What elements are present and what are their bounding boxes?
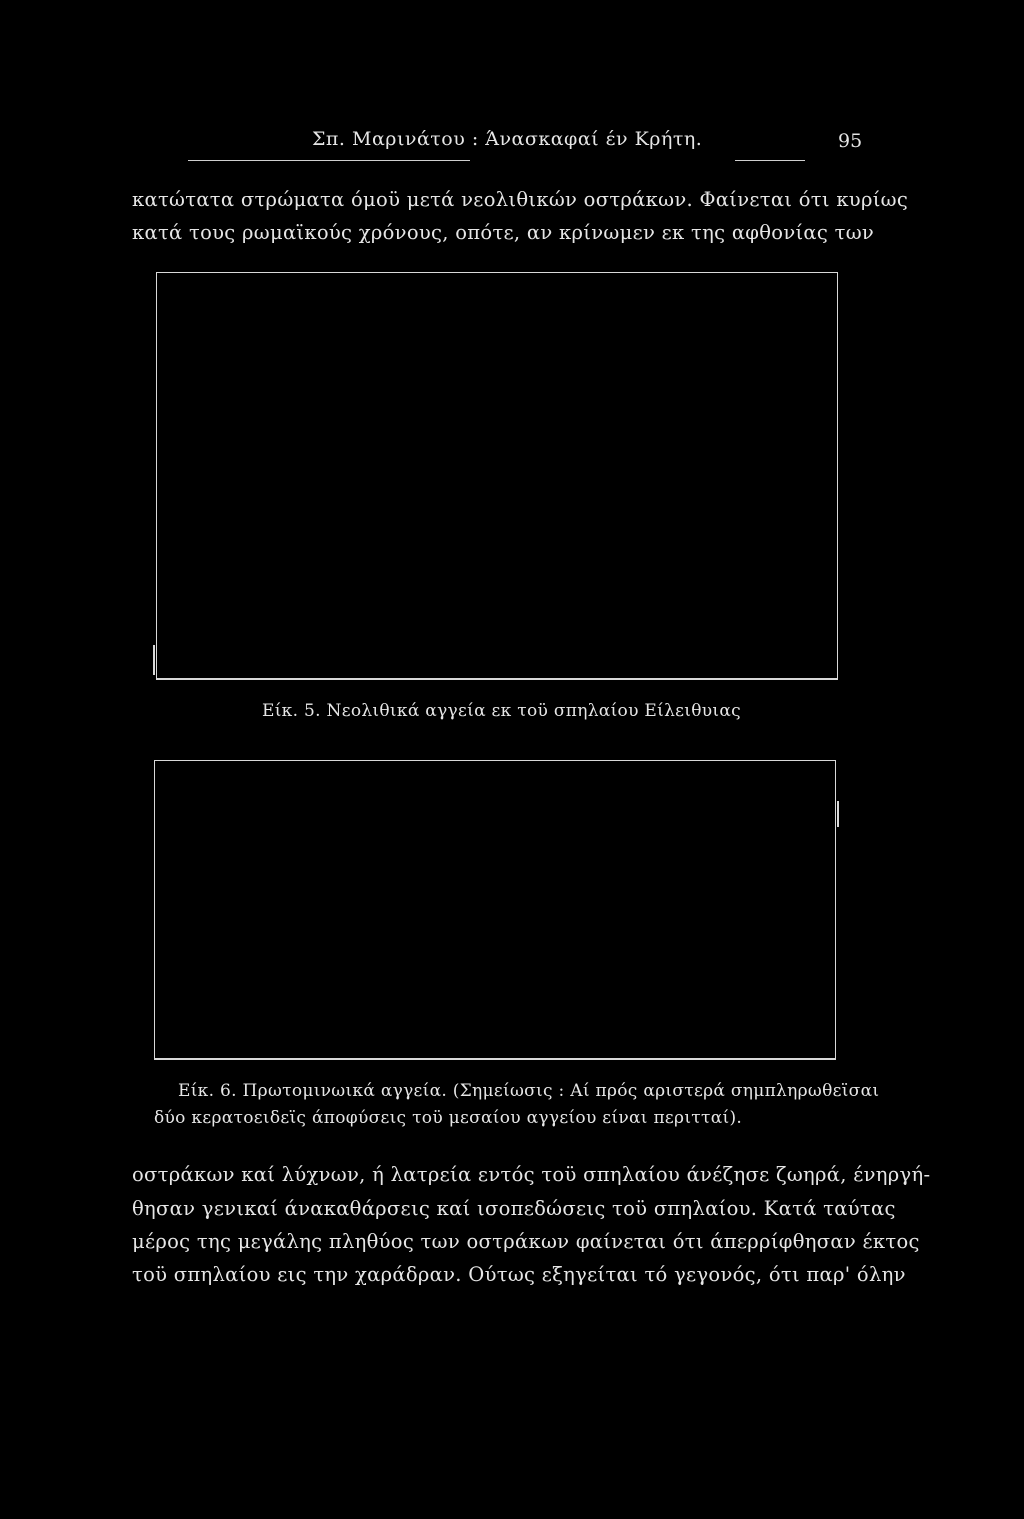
header-rule-right xyxy=(735,160,805,161)
figure-6-caption-line-2: δύο κερατοειδεϊς άποφύσεις τοϋ μεσαίου αγγείου είναι περιτταί). xyxy=(154,1108,743,1128)
figure-6-image xyxy=(154,760,836,1060)
paragraph-line: θησαν γενικαί άνακαθάρσεις καί ισοπεδώσεις τοϋ σπηλαίου. Κατά ταύτας xyxy=(132,1197,896,1220)
paragraph-line: μέρος της μεγάλης πληθύος των οστράκων φαίνεται ότι άπερρίφθησαν έκτος xyxy=(132,1230,920,1253)
running-title: Σπ. Μαρινάτου : Άνασκαφαί έν Κρήτη. xyxy=(312,128,703,150)
paragraph-line: τοϋ σπηλαίου εις την χαράδραν. Ούτως εξηγείται τό γεγονός, ότι παρ' όλην xyxy=(132,1263,906,1286)
paragraph-line: κατώτατα στρώματα όμοϋ μετά νεολιθικών οστράκων. Φαίνεται ότι κυρίως xyxy=(132,188,909,211)
paragraph-line: κατά τους ρωμαϊκούς χρόνους, οπότε, αν κρίνωμεν εκ της αφθονίας των xyxy=(132,221,875,244)
frame-mark xyxy=(837,801,839,827)
page-number: 95 xyxy=(838,130,863,152)
frame-mark xyxy=(153,645,155,675)
header-rule-left xyxy=(188,160,470,161)
figure-5-caption: Είκ. 5. Νεολιθικά αγγεία εκ τοϋ σπηλαίου Είλειθυιας xyxy=(262,701,741,721)
figure-5-image xyxy=(156,272,838,680)
figure-6-caption-line-1: Είκ. 6. Πρωτομινωικά αγγεία. (Σημείωσις : Αί πρός αριστερά σημπληρωθεϊσαι xyxy=(178,1081,880,1101)
paragraph-line: οστράκων καί λύχνων, ή λατρεία εντός τοϋ σπηλαίου άνέζησε ζωηρά, ένηργή- xyxy=(132,1163,931,1186)
